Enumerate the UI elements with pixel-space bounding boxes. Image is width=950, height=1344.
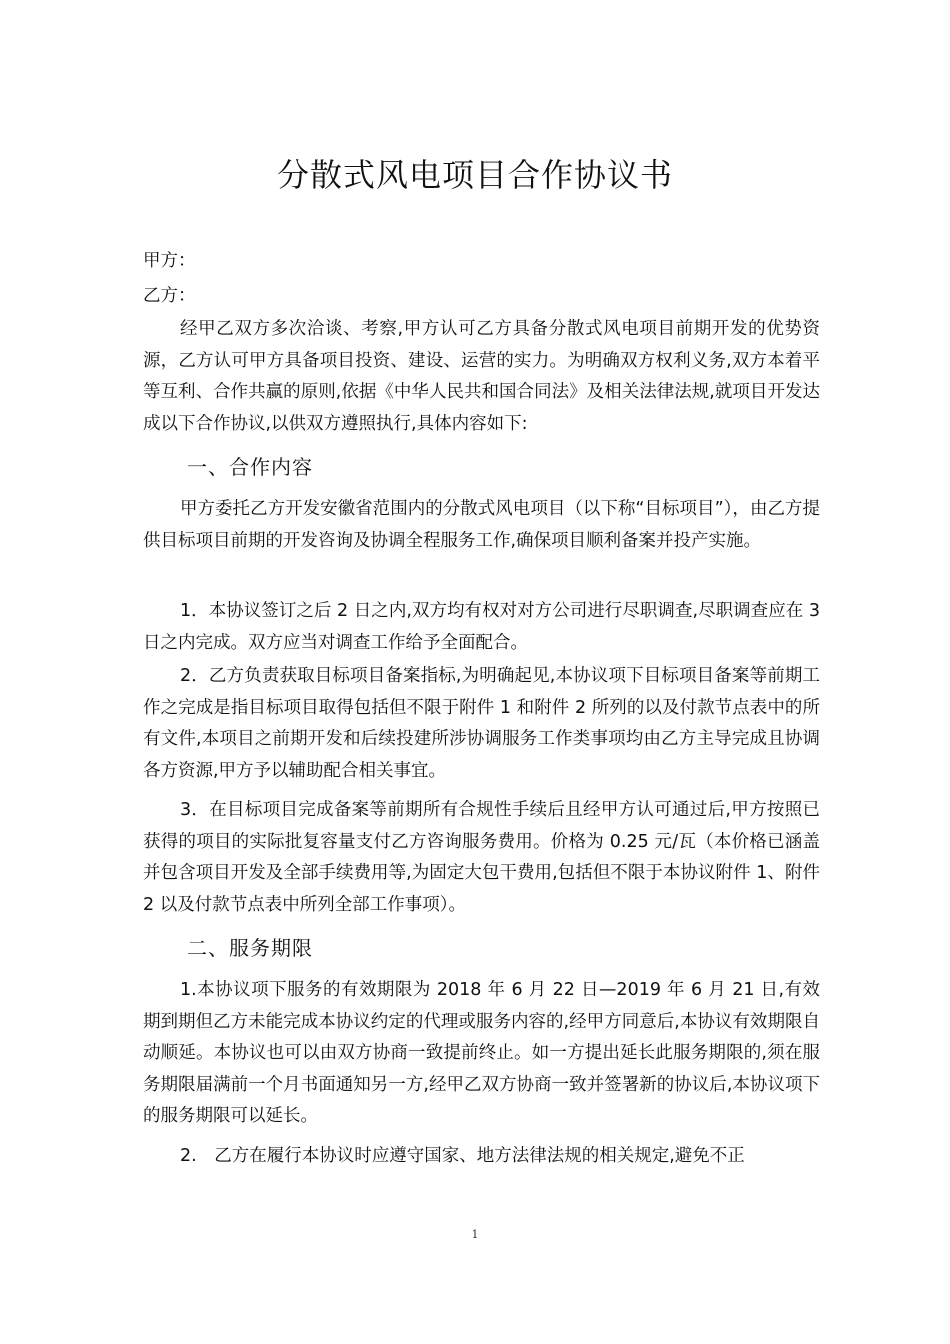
intro-paragraph: 经甲乙双方多次洽谈、考察,甲方认可乙方具备分散式风电项目前期开发的优势资源，乙方认可甲方具备项目投资、建设、运营的实力。为明确双方权利义务,双方本着平等互利、合作共赢的原则,依据《中华人民共和国合同法》及相关法律法规,就项目开发达成以下合作协议,以供双方遵照执行,具体内容如下: — [143, 319, 820, 434]
term-item-1: 1.本协议项下服务的有效期限为 2018 年 6 月 22 日—2019 年 6 月 21 日,有效期到期但乙方未能完成本协议约定的代理或服务内容的,经甲方同意后,本协议有效期限自动顺延。本协议也可以由双方协商一致提前终止。如一方提出延长此服务期限的,须在服务期限届满前一个月书面通知另一方,经甲乙双方协商一致并签署新的协议后,本协议项下的服务期限可以延长。 — [143, 980, 820, 1126]
document-title: 分散式风电项目合作协议书 — [276, 156, 673, 194]
page-number: 1 — [471, 1228, 479, 1241]
section-heading-term: 二、服务期限 — [187, 936, 313, 960]
section-heading-cooperation: 一、合作内容 — [187, 455, 313, 479]
cooperation-paragraph: 甲方委托乙方开发安徽省范围内的分散式风电项目（以下称“目标项目”），由乙方提供目标项目前期的开发咨询及协调全程服务工作,确保项目顺利备案并投产实施。 — [143, 499, 820, 551]
term-item-2: 2. 乙方在履行本协议时应遵守国家、地方法律法规的相关规定,避免不正 — [180, 1146, 745, 1166]
party-a-label: 甲方： — [143, 251, 196, 271]
cooperation-item-2: 2．乙方负责获取目标项目备案指标,为明确起见,本协议项下目标项目备案等前期工作之完成是指目标项目取得包括但不限于附件 1 和附件 2 所列的以及付款节点表中的所有文件,本项目之前期开发和后续投建所涉协调服务工作类事项均由乙方主导完成且协调各方资源,甲方予以辅助配合相关事宜。 — [143, 666, 820, 781]
party-b-label: 乙方： — [143, 286, 196, 306]
cooperation-item-3: 3．在目标项目完成备案等前期所有合规性手续后且经甲方认可通过后,甲方按照已获得的项目的实际批复容量支付乙方咨询服务费用。价格为 0.25 元/瓦（本价格已涵盖并包含项目开发及全部手续费用等,为固定大包干费用,包括但不限于本协议附件 1、附件 2 以及付款节点表中所列全部工作事项）。 — [143, 800, 820, 915]
cooperation-item-1: 1．本协议签订之后 2 日之内,双方均有权对对方公司进行尽职调查,尽职调查应在 3 日之内完成。双方应当对调查工作给予全面配合。 — [143, 601, 820, 653]
